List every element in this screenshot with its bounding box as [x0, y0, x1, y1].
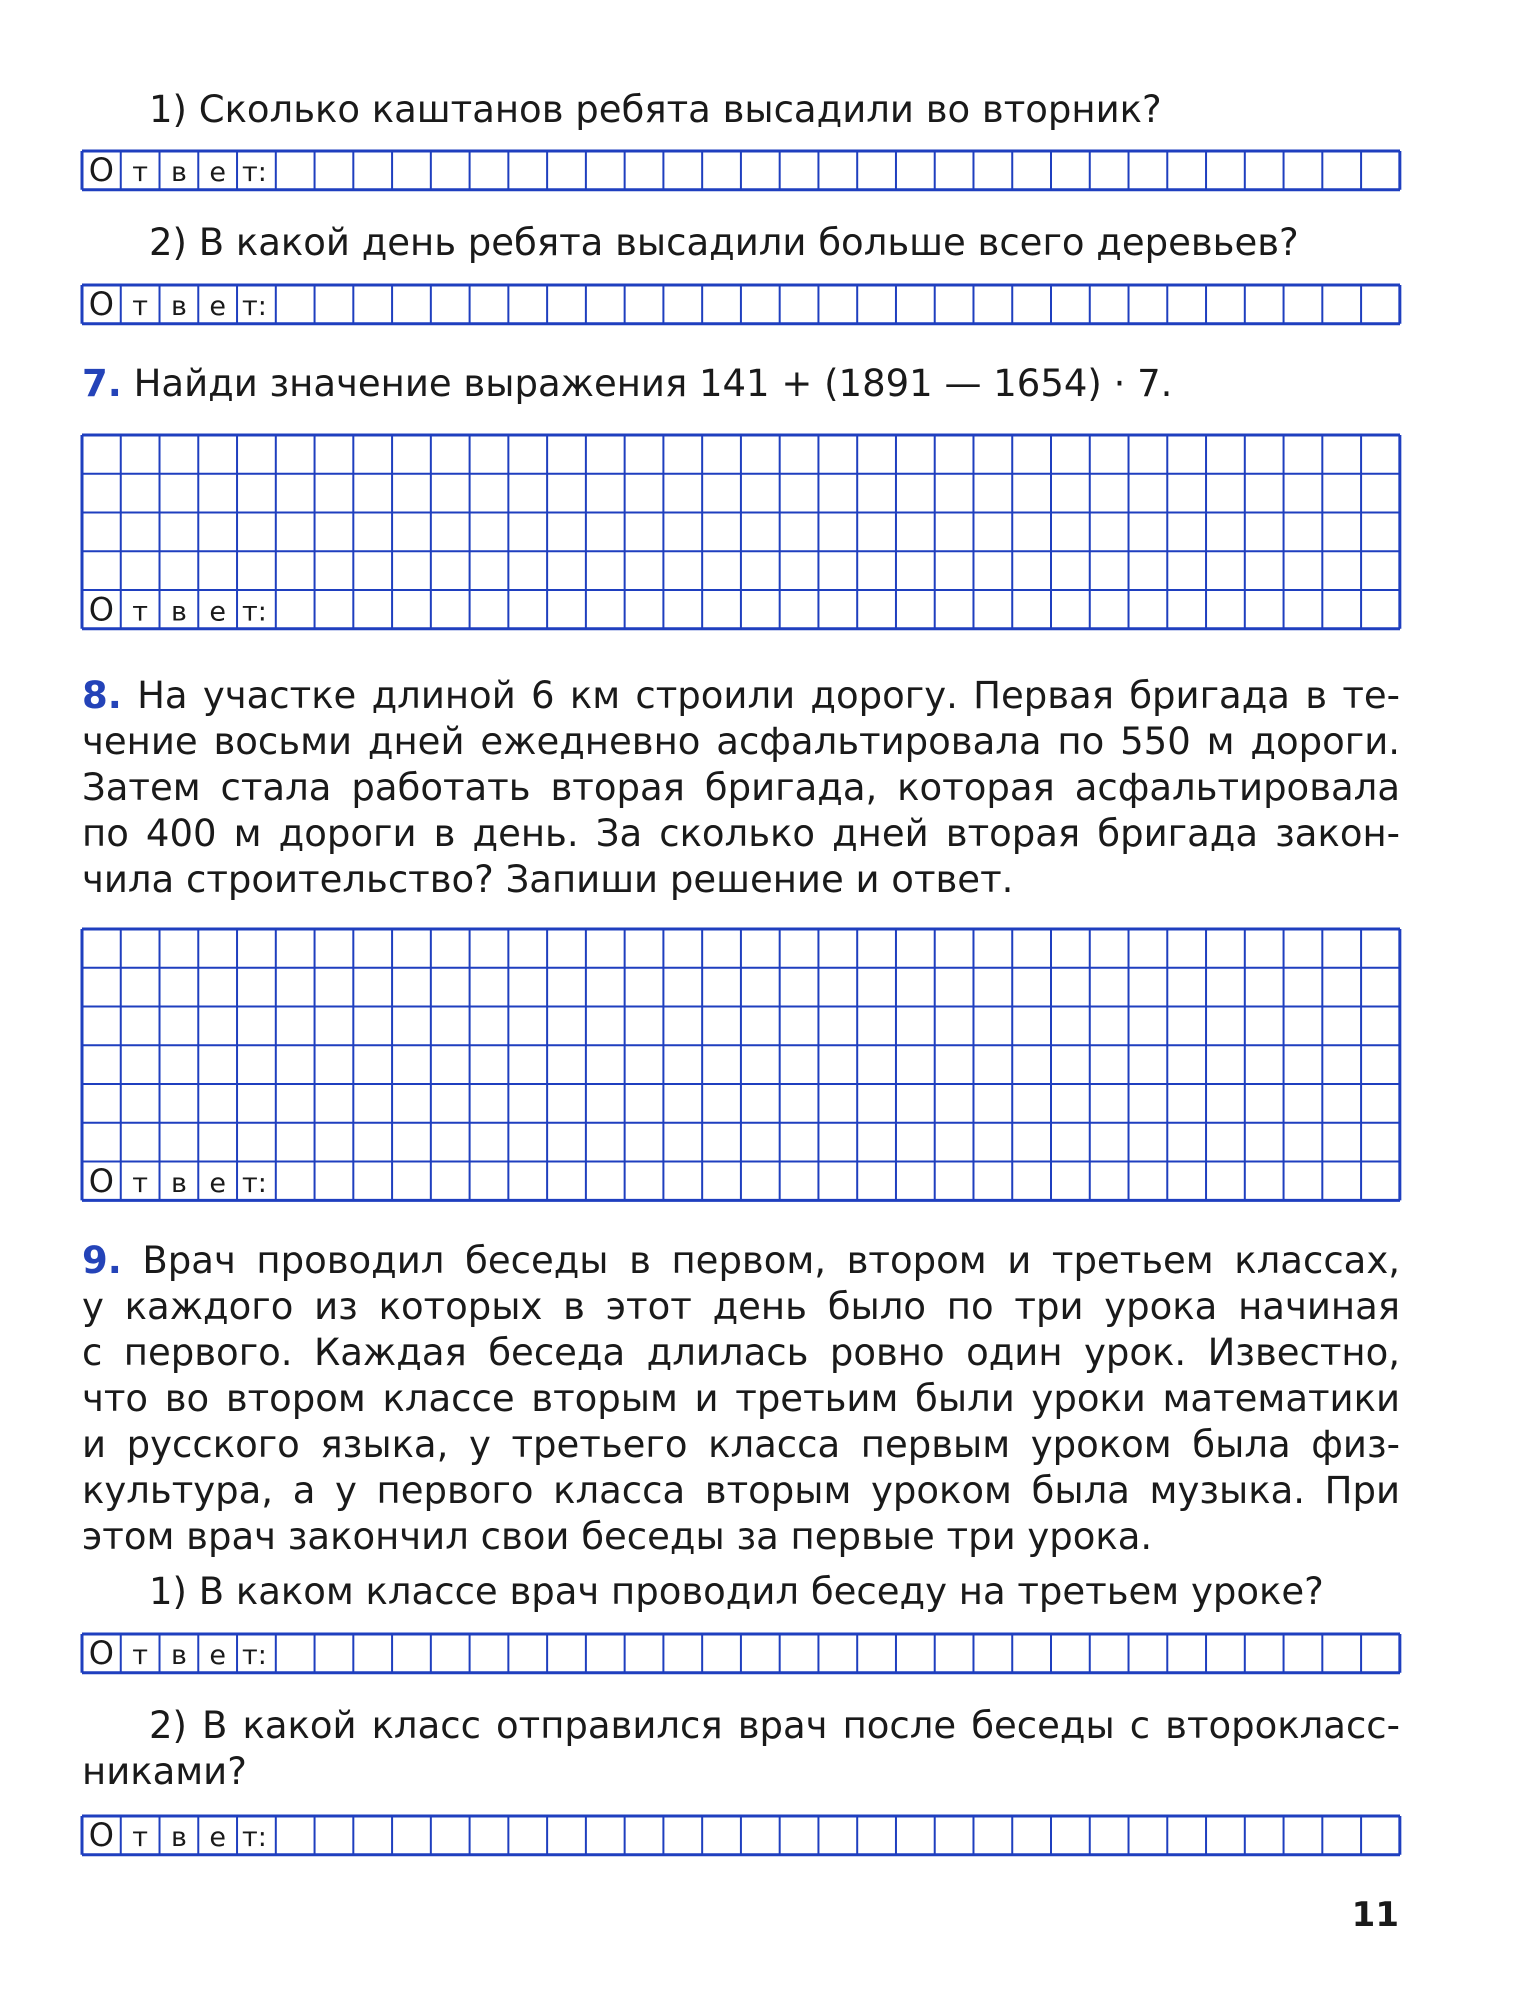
question-line: На участке длиной 6 км строили дорогу. Первая бригада в те-: [137, 674, 1400, 717]
answer-box-q9-1[interactable]: [82, 1634, 1400, 1675]
answer-label-letter: т:: [242, 291, 267, 323]
answer-box-q6-2[interactable]: [82, 285, 1400, 326]
solution-grid-q7[interactable]: [82, 435, 1400, 631]
answer-label-letter: О: [88, 1816, 114, 1855]
question-line: этом врач закончил свои беседы за первые три урока.: [82, 1515, 1153, 1558]
grid-lines: [80, 283, 1402, 326]
q9-subquestion-2: [82, 1703, 1400, 1795]
question-line: чила строительство? Запиши решение и ответ.: [82, 858, 1014, 901]
answer-label-letter: т:: [242, 1167, 267, 1199]
q6-subquestion-2: 2) В какой день ребята высадили больше всего деревьев?: [149, 221, 1299, 264]
q6-subquestion-1: 1) Сколько каштанов ребята высадили во вторник?: [149, 88, 1162, 131]
answer-label-letter: О: [88, 1634, 114, 1673]
question-number: 9.: [82, 1239, 122, 1282]
grid-lines: [80, 1632, 1402, 1675]
grid-lines: [80, 1814, 1402, 1857]
answer-label-letter: в: [170, 1822, 187, 1854]
answer-label-letter: в: [170, 596, 187, 628]
q9-subquestion-1: 1) В каком классе врач проводил беседу на третьем уроке?: [149, 1570, 1324, 1613]
answer-label-letter: т:: [242, 157, 267, 189]
answer-label-letter: в: [170, 1640, 187, 1672]
question-line: никами?: [82, 1750, 247, 1793]
answer-label-letter: О: [88, 285, 114, 324]
question-line: что во втором классе вторым и третьим были уроки математики: [82, 1377, 1400, 1420]
answer-label-letter: т: [132, 1822, 149, 1854]
question-line: у каждого из которых в этот день было по три урока начиная: [82, 1285, 1400, 1328]
question-line: 2) В какой класс отправился врач после беседы с второкласс-: [149, 1704, 1400, 1747]
question-number: 8.: [82, 674, 122, 717]
answer-label-letter: в: [170, 157, 187, 189]
question-line: Врач проводил беседы в первом, втором и третьем классах,: [142, 1239, 1400, 1282]
grid-lines: [80, 433, 1402, 631]
question-line: и русского языка, у третьего класса первым уроком была физ-: [82, 1423, 1400, 1466]
answer-label-letter: е: [209, 1640, 226, 1672]
answer-label-letter: е: [209, 596, 226, 628]
answer-label-letter: е: [209, 157, 226, 189]
question-8: [82, 673, 1400, 903]
answer-label-letter: е: [209, 1167, 226, 1199]
solution-grid-q8[interactable]: [82, 929, 1400, 1202]
answer-label-letter: т: [132, 1167, 149, 1199]
question-line: с первого. Каждая беседа длилась ровно один урок. Известно,: [82, 1331, 1400, 1374]
answer-label-letter: О: [88, 151, 114, 190]
grid-lines: [80, 149, 1402, 192]
answer-label-letter: в: [170, 1167, 187, 1199]
grid-lines: [80, 927, 1402, 1202]
answer-label-letter: т: [132, 1640, 149, 1672]
question-line: по 400 м дороги в день. За сколько дней вторая бригада закон-: [82, 812, 1400, 855]
question-line: культура, а у первого класса вторым уроком была музыка. При: [82, 1469, 1400, 1512]
question-9: [82, 1238, 1400, 1560]
answer-label-letter: т: [132, 157, 149, 189]
answer-box-q6-1[interactable]: [82, 151, 1400, 192]
answer-label-letter: т: [132, 596, 149, 628]
question-line: чение восьми дней ежедневно асфальтировала по 550 м дороги.: [82, 720, 1400, 763]
question-7: [82, 361, 1172, 407]
answer-label-letter: е: [209, 1822, 226, 1854]
answer-label-letter: т:: [242, 1822, 267, 1854]
question-line: Затем стала работать вторая бригада, которая асфальтировала: [82, 766, 1400, 809]
answer-box-q9-2[interactable]: [82, 1816, 1400, 1857]
answer-label-letter: т:: [242, 596, 267, 628]
answer-label-letter: О: [88, 1161, 114, 1200]
answer-label-letter: О: [88, 590, 114, 629]
answer-label-letter: т: [132, 291, 149, 323]
question-number: 7.: [82, 362, 122, 405]
question-text: Найди значение выражения 141 + (1891 — 1654) · 7.: [133, 362, 1173, 405]
page-number: 11: [1351, 1895, 1399, 1935]
answer-label-letter: т:: [242, 1640, 267, 1672]
answer-label-letter: в: [170, 291, 187, 323]
answer-label-letter: е: [209, 291, 226, 323]
